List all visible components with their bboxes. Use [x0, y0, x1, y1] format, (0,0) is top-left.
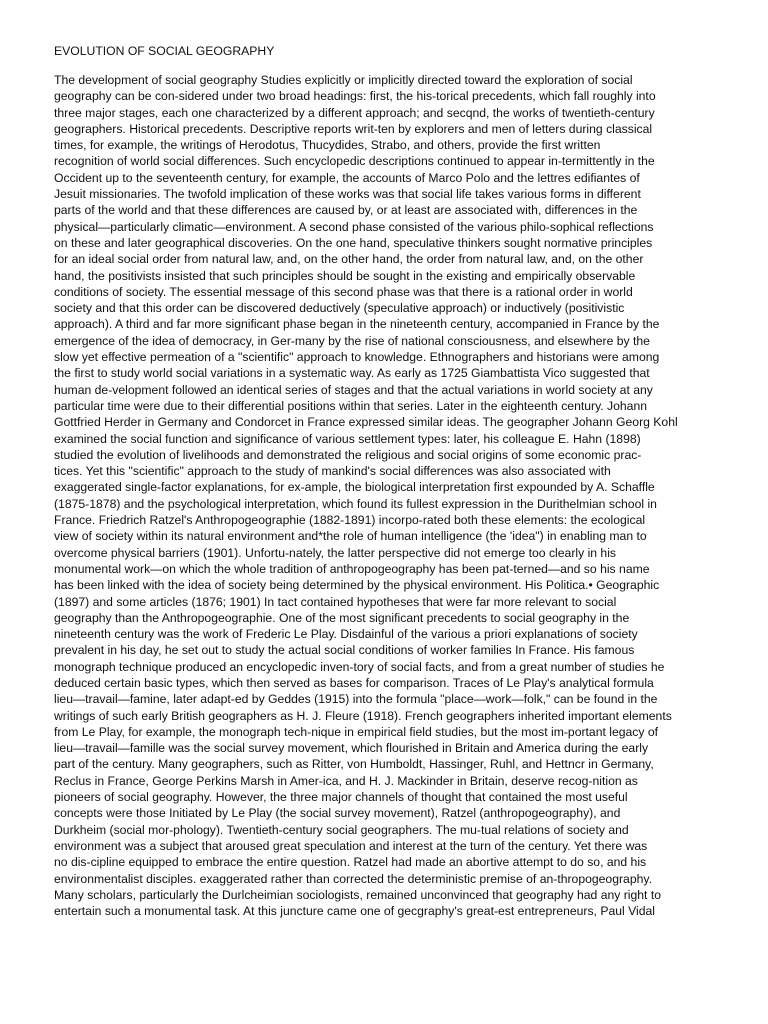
body-line: lieu—travail—famille was the social survey movement, which flourished in Britain and America during the early	[54, 741, 649, 756]
body-line: three major stages, each one characterized by a different approach; and secqnd, the works of twentieth-century	[54, 105, 655, 120]
body-line: parts of the world and that these differences are caused by, or at least are associated with, differences in the	[54, 203, 638, 218]
body-line: geographers. Historical precedents. Descriptive reports writ-ten by explorers and men of letters during classical	[54, 121, 653, 136]
body-line: pioneers of social geography. However, the three major channels of thought that contained the most useful	[54, 790, 628, 805]
body-line: monumental work—on which the whole tradition of anthropogeography has been pat-terned—and so his name	[54, 561, 650, 576]
body-line: tices. Yet this "scientific" approach to the study of mankind's social differences was also associated with	[54, 464, 611, 479]
body-line: Durkheim (social mor-phology). Twentieth-century social geographers. The mu-tual relations of society and	[54, 822, 629, 837]
body-line: on these and later geographical discoveries. On the one hand, speculative thinkers sought normative principles	[54, 235, 653, 250]
body-line: deduced certain basic types, which then served as bases for comparison. Traces of Le Play's analytical formula	[54, 675, 654, 690]
body-line: Many scholars, particularly the Durlcheimian sociologists, remained unconvinced that geography had any right to	[54, 887, 661, 902]
body-line: view of society within its natural environment and*the role of human intelligence (the 'idea") in enabling man to	[54, 529, 647, 544]
body-line: emergence of the idea of democracy, in Ger-many by the rise of national consciousness, and elsewhere by the	[54, 333, 650, 348]
body-line: geography than the Anthropogeographie. One of the most significant precedents to social geography in the	[54, 610, 630, 625]
body-line: overcome physical barriers (1901). Unfortu-nately, the latter perspective did not emerge too clearly in his	[54, 545, 617, 560]
body-line: the first to study world social variations in a systematic way. As early as 1725 Giambattista Vico suggested that	[54, 366, 650, 381]
body-line: concepts were those Initiated by Le Play (the social survey movement), Ratzel (anthropogeography), and	[54, 806, 621, 821]
body-line: approach). A third and far more significant phase began in the nineteenth century, accompanied in France by the	[54, 317, 660, 332]
body-line: Occident up to the seventeenth century, for example, the accounts of Marco Polo and the lettres edifiantes of	[54, 170, 640, 185]
body-line: lieu—travail—famine, later adapt-ed by Geddes (1915) into the formula "place—work—folk," can be found in the	[54, 692, 658, 707]
body-line: Gottfried Herder in Germany and Condorcet in France expressed similar ideas. The geographer Johann Georg Kohl	[54, 415, 678, 430]
body-line: from Le Play, for example, the monograph tech-nique in empirical field studies, but the most im-portant legacy of	[54, 724, 659, 739]
body-line: monograph technique produced an encyclopedic inven-tory of social facts, and from a great number of studies he	[54, 659, 665, 674]
body-line: conditions of society. The essential message of this second phase was that there is a rational order in world	[54, 284, 633, 299]
body-line: nineteenth century was the work of Frederic Le Play. Disdainful of the various a priori explanations of society	[54, 627, 638, 642]
body-line: exaggerated single-factor explanations, for ex-ample, the biological interpretation first expounded by A. Schaffle	[54, 480, 655, 495]
body-line: for an ideal social order from natural law, and, on the other hand, the order from natural law, and, on the other	[54, 252, 644, 267]
body-line: has been linked with the idea of society being determined by the physical environment. His Politica.• Geographic	[54, 578, 660, 593]
body-line: society and that this order can be discovered deductively (speculative approach) or inductively (positivistic	[54, 301, 625, 316]
body-line: recognition of world social differences. Such encyclopedic descriptions continued to appear in-termittently in the	[54, 154, 655, 169]
body-line: (1875-1878) and the psychological interpretation, which found its fullest expression in the Durithelmian school in	[54, 496, 657, 511]
body-line: particular time were due to their differential positions within that series. Later in the eighteenth century. Johann	[54, 398, 648, 413]
body-line: prevalent in his day, he set out to study the actual social conditions of worker families In France. His famous	[54, 643, 635, 658]
body-line: hand, the positivists insisted that such principles should be sought in the existing and empirically observable	[54, 268, 636, 283]
body-line: environment was a subject that aroused great speculation and interest at the turn of the century. Yet there was	[54, 838, 648, 853]
body-line: entertain such a monumental task. At this juncture came one of gecgraphy's great-est entrepreneurs, Paul Vidal	[54, 904, 655, 919]
body-line: times, for example, the writings of Herodotus, Thucydides, Strabo, and others, provide the first written	[54, 138, 601, 153]
body-line: Jesuit missionaries. The twofold implication of these works was that social life takes various forms in different	[54, 187, 641, 202]
body-line: The development of social geography Studies explicitly or implicitly directed toward the exploration of social	[54, 73, 633, 87]
document-title: EVOLUTION OF SOCIAL GEOGRAPHY	[54, 44, 275, 58]
body-line: slow yet effective permeation of a "scientific" approach to knowledge. Ethnographers and historians were among	[54, 350, 660, 365]
body-line: writings of such early British geographers as H. J. Fleure (1918). French geographers inherited important elements	[54, 708, 672, 723]
body-line: France. Friedrich Ratzel's Anthropogeographie (1882-1891) incorpo-rated both these elements: the ecological	[54, 513, 646, 528]
body-line: human de-velopment followed an identical series of stages and that the actual variations in world society at any	[54, 382, 653, 397]
body-line: (1897) and some articles (1876; 1901) In tact contained hypotheses that were far more relevant to social	[54, 594, 617, 609]
body-line: part of the century. Many geographers, such as Ritter, von Humboldt, Hassinger, Ruhl, and Hettncr in Germany,	[54, 757, 654, 772]
body-line: Reclus in France, George Perkins Marsh in Amer-ica, and H. J. Mackinder in Britain, deserve recog-nition as	[54, 773, 638, 788]
body-line: environmentalist disciples. exaggerated rather than corrected the deterministic premise of an-thropogeography.	[54, 871, 652, 886]
document-body	[54, 72, 716, 919]
body-line: physical—particularly climatic—environment. A second phase consisted of the various philo-sophical reflections	[54, 219, 654, 234]
body-line: examined the social function and significance of various settlement types: later, his colleague E. Hahn (1898)	[54, 431, 641, 446]
body-line: no dis-cipline equipped to embrace the entire question. Ratzel had made an abortive attempt to do so, and his	[54, 855, 647, 870]
body-line: studied the evolution of livelihoods and demonstrated the religious and social origins of some economic prac-	[54, 447, 642, 462]
body-line: geography can be con-sidered under two broad headings: first, the his-torical precedents, which fall roughly into	[54, 89, 656, 104]
